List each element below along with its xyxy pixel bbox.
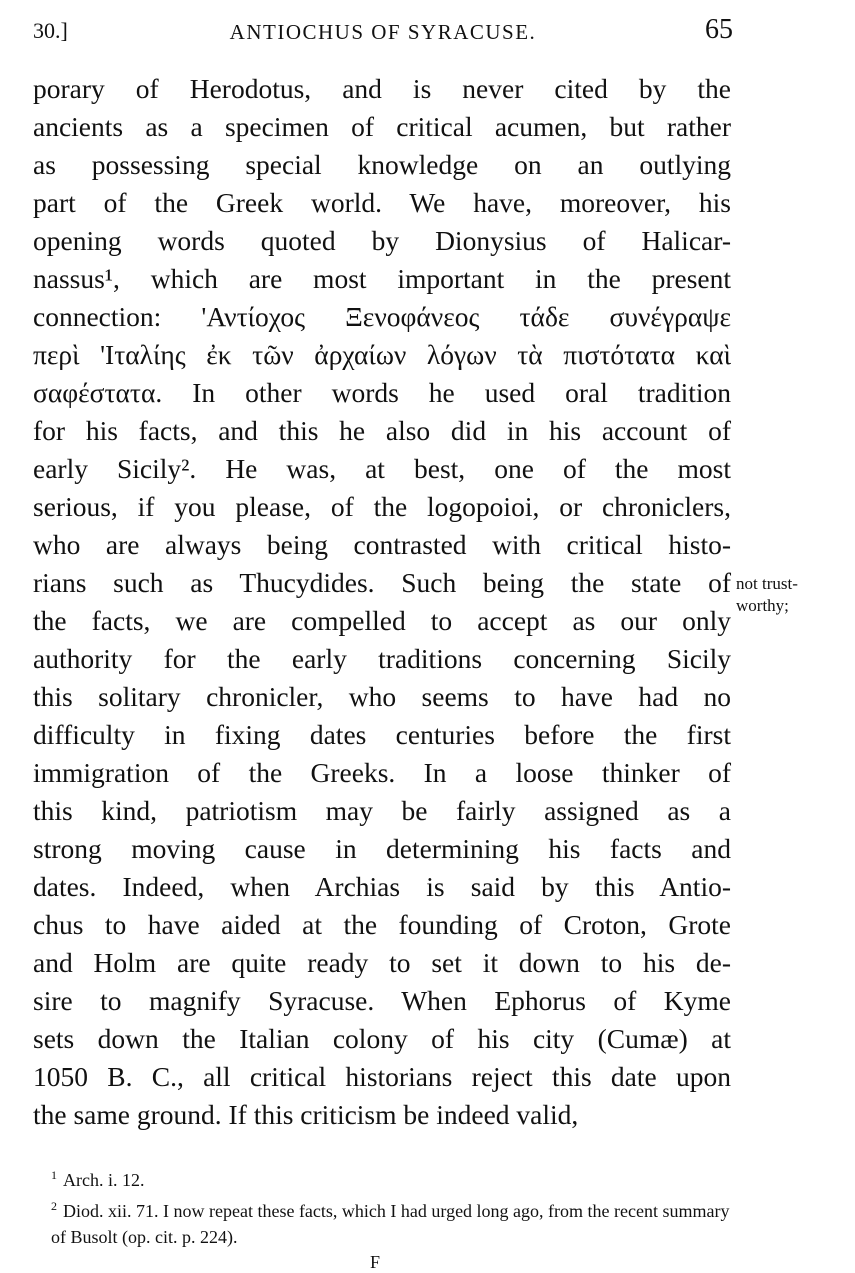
page-number: 65 bbox=[705, 14, 733, 45]
margin-note bbox=[736, 573, 854, 617]
text-line: and Holm are quite ready to set it down to his de- bbox=[33, 947, 731, 978]
text-line: connection: 'Αντίοχος Ξενοφάνεος τάδε συνέγραψε bbox=[33, 301, 731, 332]
text-line: chus to have aided at the founding of Croton, Grote bbox=[33, 909, 731, 940]
text-line: as possessing special knowledge on an outlying bbox=[33, 149, 731, 180]
footnote bbox=[33, 1162, 731, 1193]
text-line: sets down the Italian colony of his city (Cumæ) at bbox=[33, 1023, 731, 1054]
text-line: dates. Indeed, when Archias is said by this Antio- bbox=[33, 871, 731, 902]
text-line: opening words quoted by Dionysius of Halicar- bbox=[33, 225, 731, 256]
text-line: the facts, we are compelled to accept as our only bbox=[33, 605, 731, 636]
text-line: early Sicily². He was, at best, one of the most bbox=[33, 453, 731, 484]
text-line: ancients as a specimen of critical acumen, but rather bbox=[33, 111, 731, 142]
footnote-mark: 1 bbox=[51, 1168, 57, 1182]
text-line: 1050 B. C., all critical historians reject this date upon bbox=[33, 1061, 731, 1092]
text-line: porary of Herodotus, and is never cited by the bbox=[33, 73, 731, 104]
text-line: immigration of the Greeks. In a loose thinker of bbox=[33, 757, 731, 788]
signature-mark: F bbox=[370, 1252, 383, 1272]
text-line: sire to magnify Syracuse. When Ephorus of Kyme bbox=[33, 985, 731, 1016]
text-line: difficulty in fixing dates centuries before the first bbox=[33, 719, 731, 750]
text-line: this solitary chronicler, who seems to have had no bbox=[33, 681, 731, 712]
margin-note-line: worthy; bbox=[736, 596, 789, 615]
footnote-mark: 2 bbox=[51, 1199, 57, 1213]
text-line: serious, if you please, of the logopoioi, or chroniclers, bbox=[33, 491, 731, 522]
text-line: strong moving cause in determining his facts and bbox=[33, 833, 731, 864]
text-line: authority for the early traditions concerning Sicily bbox=[33, 643, 731, 674]
running-title: ANTIOCHUS OF SYRACUSE. bbox=[229, 20, 537, 44]
text-line: περὶ 'Ιταλίης ἐκ τῶν ἀρχαίων λόγων τὰ πιστότατα καὶ bbox=[33, 339, 731, 370]
footnote-text: Arch. i. 12. bbox=[63, 1170, 145, 1190]
section-number: 30.] bbox=[33, 18, 68, 43]
footnote bbox=[33, 1193, 731, 1250]
text-line: for his facts, and this he also did in his account of bbox=[33, 415, 731, 446]
margin-note-line: not trust- bbox=[736, 574, 798, 593]
body-text bbox=[33, 70, 731, 1134]
footnote-text: Diod. xii. 71. I now repeat these facts, which I had urged long ago, from the recent summary of Busolt (op. cit. p. 224). bbox=[51, 1201, 730, 1247]
text-line: nassus¹, which are most important in the present bbox=[33, 263, 731, 294]
text-line: rians such as Thucydides. Such being the state of bbox=[33, 567, 731, 598]
running-head bbox=[33, 14, 733, 48]
text-line: this kind, patriotism may be fairly assigned as a bbox=[33, 795, 731, 826]
text-line: who are always being contrasted with critical histo- bbox=[33, 529, 731, 560]
text-line: the same ground. If this criticism be indeed valid, bbox=[33, 1099, 579, 1130]
text-line: σαφέστατα. In other words he used oral tradition bbox=[33, 377, 731, 408]
text-line: part of the Greek world. We have, moreover, his bbox=[33, 187, 731, 218]
footnotes bbox=[33, 1162, 731, 1250]
